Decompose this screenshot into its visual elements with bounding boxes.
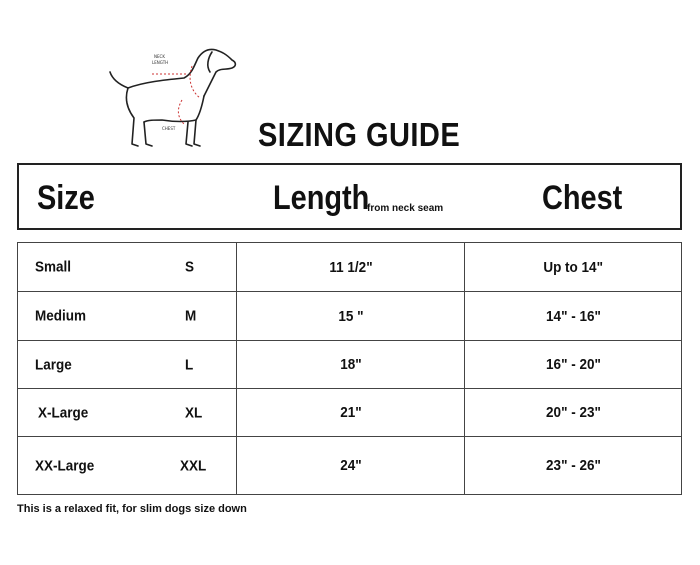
header-length-note: from neck seam <box>367 203 444 214</box>
length-value: 15 " <box>337 307 364 325</box>
size-name: X-Large <box>38 404 89 421</box>
size-name: XX-Large <box>35 457 95 474</box>
chest-value: Up to 14" <box>543 258 603 276</box>
sizing-table <box>17 242 682 495</box>
fit-note: This is a relaxed fit, for slim dogs size down <box>17 503 247 515</box>
header-size: Size <box>37 179 95 217</box>
header-length: Length <box>273 179 370 217</box>
neck-label: NECK <box>154 54 165 59</box>
header-chest: Chest <box>542 179 623 217</box>
page-title: SIZING GUIDE <box>258 116 461 153</box>
size-abbr: S <box>185 258 195 276</box>
chest-value: 16" - 20" <box>545 356 601 373</box>
size-name: Medium <box>35 307 87 325</box>
table-header <box>17 163 682 230</box>
table-row <box>18 341 682 389</box>
chest-label: CHEST <box>162 126 176 131</box>
size-abbr: XL <box>185 404 203 421</box>
size-name: Large <box>35 356 72 373</box>
table-row <box>18 389 682 437</box>
length-label: LENGTH <box>152 60 169 65</box>
length-value: 11 1/2" <box>328 258 373 276</box>
chest-value: 23" - 26" <box>545 457 601 474</box>
length-value: 18" <box>339 356 362 373</box>
table-row <box>18 292 682 341</box>
chest-value: 14" - 16" <box>545 307 601 325</box>
dog-measurement-icon <box>104 44 244 154</box>
size-abbr: M <box>185 307 197 325</box>
size-abbr: XXL <box>180 457 207 474</box>
length-value: 24" <box>339 457 362 474</box>
length-value: 21" <box>339 404 362 421</box>
chest-value: 20" - 23" <box>545 404 601 421</box>
table-row <box>18 243 682 292</box>
size-name: Small <box>35 258 72 276</box>
size-abbr: L <box>185 356 194 373</box>
table-row <box>18 437 682 495</box>
